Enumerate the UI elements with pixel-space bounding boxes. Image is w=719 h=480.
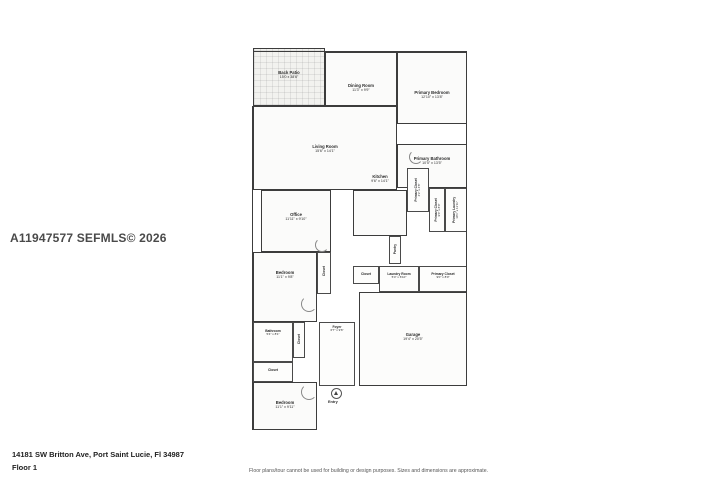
room-primary-bedroom [397, 52, 467, 124]
room-name: Laundry Room [387, 272, 411, 276]
room-name: Primary Laundry [452, 196, 457, 224]
wall-garage-bottom [359, 385, 467, 386]
wall-left-exterior [252, 106, 253, 430]
door-arc-bedroom-bottom [301, 384, 317, 400]
room-name: Primary Closet [431, 272, 455, 276]
room-dim: 10'1" x 11'11" [455, 201, 460, 219]
room-closet-lower [253, 362, 293, 382]
room-dim: 19'4" x 20'5" [403, 337, 423, 342]
room-name: Bathroom [265, 329, 281, 333]
room-name: Office [290, 212, 302, 217]
room-dim: 12'10" x 13'8" [421, 95, 443, 100]
room-primary-laundry [445, 188, 467, 232]
room-dim: 9'6" x 14'1" [371, 179, 389, 184]
room-name: Primary Closet [414, 178, 419, 202]
wall-bottom-exterior [253, 429, 317, 430]
floor-label: Floor 1 [12, 463, 38, 472]
room-living [253, 106, 397, 190]
room-dim: 5'4" x 8'1" [266, 332, 280, 337]
room-name: Closet [267, 368, 279, 372]
room-dim: 10'5" x 13'5" [422, 161, 442, 166]
room-name: Living Room [312, 144, 338, 149]
room-dim: 9'0" x 8'0" [436, 275, 450, 280]
room-dim: 5'4" x 6'10" [391, 275, 407, 280]
room-name: Closet [360, 272, 372, 276]
room-name: Bedroom [275, 270, 295, 275]
room-name: Foyer [332, 325, 342, 329]
room-garage [359, 292, 467, 386]
floorplan-drawing [249, 44, 471, 434]
room-dim: 11'3" x 9'9" [352, 88, 370, 93]
room-foyer [319, 322, 355, 386]
door-arc-office [315, 238, 329, 252]
wall-right-exterior [466, 51, 467, 386]
room-laundry [379, 266, 419, 292]
room-kitchen [353, 190, 407, 236]
room-dim: 9'0" x 8'0" [437, 203, 442, 217]
room-primary-closet-lower [419, 266, 467, 292]
entry-direction-icon [331, 388, 342, 399]
room-name: Garage [405, 332, 421, 337]
room-dim: 11'11" x 9'10" [285, 217, 307, 222]
room-name: Kitchen [372, 174, 388, 179]
room-name: Closet [321, 266, 326, 277]
mls-watermark: A11947577 SEFMLS© 2026 [10, 231, 167, 245]
room-name: Dining Room [347, 83, 375, 88]
entry-label: Entry [328, 400, 338, 404]
room-dim: 11'1" x 9'8" [276, 275, 294, 280]
room-name: Primary Bedroom [414, 90, 450, 95]
room-closet-hall [353, 266, 379, 284]
door-arc-bedroom-middle [301, 296, 317, 312]
room-closet-bathroom [293, 322, 305, 358]
room-bathroom [253, 322, 293, 362]
room-name: Back Patio [278, 70, 300, 75]
room-dim: 15'0 x 38'6" [279, 75, 299, 80]
room-name: Primary Closet [434, 198, 439, 222]
room-dim: 11'1" x 9'11" [275, 405, 295, 410]
room-dim: 15'6" x 14'1" [315, 149, 335, 154]
wall-top-exterior [253, 51, 467, 52]
door-arc-primary-bath [409, 150, 423, 164]
property-address: 14181 SW Britton Ave, Port Saint Lucie, Fl 34987 [12, 450, 184, 459]
room-name: Pantry [392, 243, 397, 255]
room-name: Closet [296, 334, 301, 345]
room-dim: 6'7" x 9'6" [330, 328, 344, 333]
room-dining [325, 52, 397, 106]
room-closet-bedroom-middle [317, 252, 331, 294]
room-name: Primary Bathroom [413, 156, 451, 161]
room-pantry [389, 236, 401, 264]
room-name: Bedroom [275, 400, 295, 405]
room-dim: 4'3" x 4'8" [417, 183, 422, 197]
room-primary-closet-upper [407, 168, 429, 212]
room-back-patio [253, 48, 325, 106]
disclaimer-text: Floor plans/tour cannot be used for building or design purposes. Sizes and dimensions are approximate. [249, 468, 489, 474]
room-primary-closet-strip [429, 188, 445, 232]
